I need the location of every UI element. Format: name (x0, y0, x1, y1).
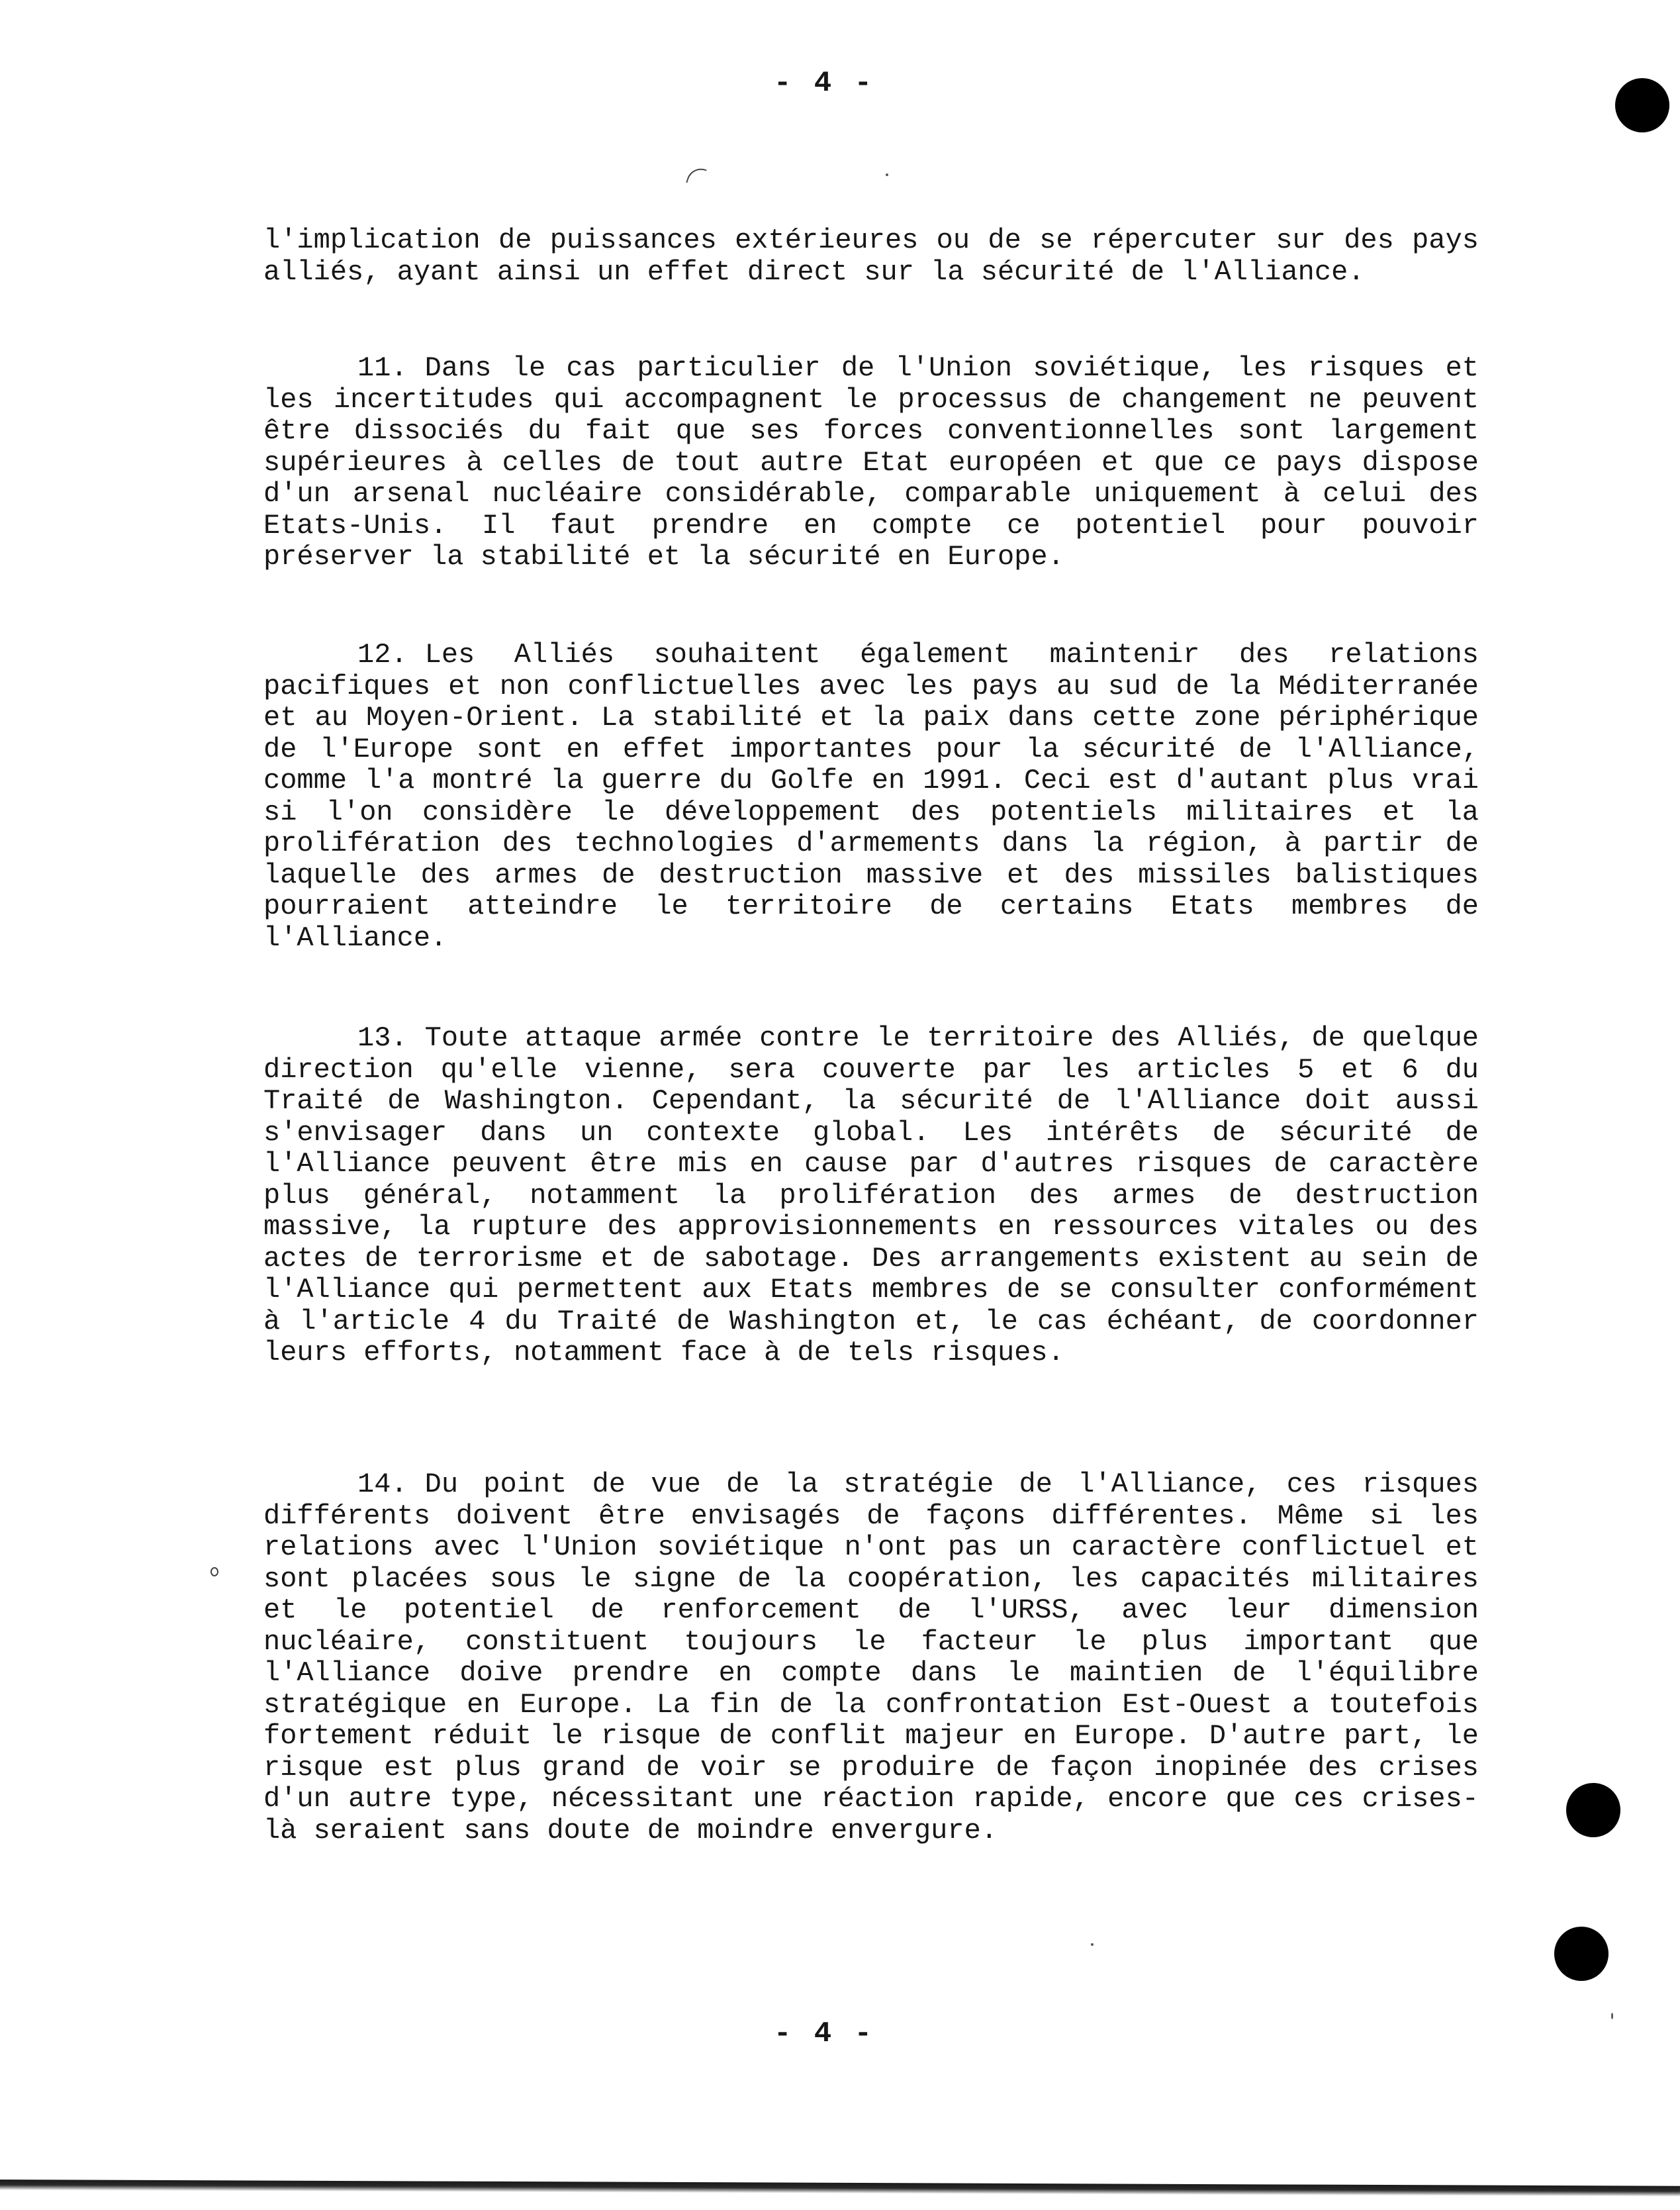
scan-speck (1091, 1943, 1094, 1946)
paragraph-text: Dans le cas particulier de l'Union soviétique, les risques et les incertitudes qui accompagnent le processus de changement ne peuvent être dissociés du fait que ses forces conventionnelles sont largement supérieures à celles de tout autre Etat européen et que ce pays dispose d'un arsenal nucléaire considérable, comparable uniquement à celui des Etats-Unis. Il faut prendre en compte ce potentiel pour pouvoir préserver la stabilité et la sécurité en Europe. (263, 352, 1479, 573)
page-number-header: - 4 - (773, 67, 875, 100)
paragraph-text: Toute attaque armée contre le territoire des Alliés, de quelque direction qu'elle vienne, sera couverte par les articles 5 et 6 du Traité de Washington. Cependant, la sécurité de l'Alliance doit aussi s'envisager dans un contexte global. Les intérêts de sécurité de l'Alliance peuvent être mis en cause par d'autres risques de caractère plus général, notamment la prolifération des armes de destruction massive, la rupture des approvisionnements en ressources vitales ou des actes de terrorisme et de sabotage. Des arrangements existent au sein de l'Alliance qui permettent aux Etats membres de se consulter conformément à l'article 4 du Traité de Washington et, le cas échéant, de coordonner leurs efforts, notamment face à de tels risques. (263, 1022, 1479, 1369)
paragraph-12 (263, 640, 1479, 954)
paragraph-text: Les Alliés souhaitent également maintenir des relations pacifiques et non conflictuelles avec les pays au sud de la Méditerranée et au Moyen-Orient. La stabilité et la paix dans cette zone périphérique de l'Europe sont en effet importantes pour la sécurité de l'Alliance, comme l'a montré la guerre du Golfe en 1991. Ceci est d'autant plus vrai si l'on considère le développement des potentiels militaires et la prolifération des technologies d'armements dans la région, à partir de laquelle des armes de destruction massive et des missiles balistiques pourraient atteindre le territoire de certains Etats membres de l'Alliance. (263, 639, 1479, 954)
paragraph-number: 14. (357, 1468, 408, 1500)
punch-hole (1615, 78, 1669, 132)
paragraph-text: Du point de vue de la stratégie de l'Alliance, ces risques différents doivent être envisagés de façons différentes. Même si les relations avec l'Union soviétique n'ont pas un caractère conflictuel et sont placées sous le signe de la coopération, les capacités militaires et le potentiel de renforcement de l'URSS, avec leur dimension nucléaire, constituent toujours le facteur le plus important que l'Alliance doive prendre en compte dans le maintien de l'équilibre stratégique en Europe. La fin de la confrontation Est-Ouest a toutefois fortement réduit le risque de conflit majeur en Europe. D'autre part, le risque est plus grand de voir se produire de façon inopinée des crises d'un autre type, nécessitant une réaction rapide, encore que ces crises-là seraient sans doute de moindre envergure. (263, 1468, 1479, 1847)
paragraph-number: 13. (357, 1022, 408, 1054)
paragraph-13 (263, 1023, 1479, 1369)
continuation-paragraph: l'implication de puissances extérieures ou de se répercuter sur des pays alliés, ayant ainsi un effet direct sur la sécurité de l'Alliance. (263, 224, 1479, 288)
scan-speck (886, 173, 888, 176)
paragraph-number: 11. (357, 352, 408, 384)
paragraph-11 (263, 353, 1479, 573)
page-number-footer: - 4 - (773, 2017, 875, 2050)
scan-bottom-edge (0, 2180, 1680, 2197)
margin-mark (210, 1567, 218, 1576)
pen-mark (686, 165, 706, 187)
paragraph-number: 12. (357, 639, 408, 671)
punch-hole (1554, 1927, 1609, 1981)
punch-hole (1566, 1783, 1620, 1837)
paragraph-14 (263, 1469, 1479, 1847)
